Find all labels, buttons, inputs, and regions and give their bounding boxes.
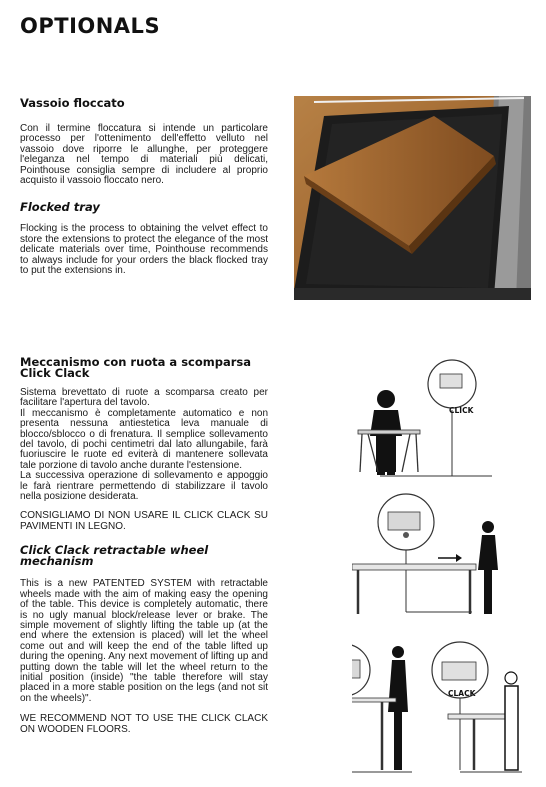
tray-heading-en: Flocked tray (20, 200, 100, 215)
tray-text-en: Flocking is the process to obtaining the velvet effect to store the extensions to protect the elegance of the most delicate materials over time, Pointhouse recommends to always include for your orders the black flocked tray to put the extensions in. (20, 223, 268, 277)
clickclack-text-it-1: Sistema brevettato di ruote a scomparsa creato per facilitare l'apertura del tavolo. (20, 387, 268, 409)
flocked-tray-photo (294, 96, 531, 300)
clickclack-heading-it: Meccanismo con ruota a scomparsa Click Clack (20, 355, 252, 380)
diagram-table-lowering (352, 642, 522, 772)
diagram-table-extending (352, 494, 498, 614)
click-label: CLICK (449, 406, 474, 415)
clickclack-text-it-3: La successiva operazione di sollevamento e appoggio le farà rientrare permettendo di stabilizzare il tavolo nella posizione desiderata. (20, 470, 268, 503)
clickclack-diagram (352, 352, 542, 784)
clickclack-warning-en: WE RECOMMEND NOT TO USE THE CLICK CLACK ON WOODEN FLOORS. (20, 713, 268, 735)
clickclack-warning-it: CONSIGLIAMO DI NON USARE IL CLICK CLACK SU PAVIMENTI IN LEGNO. (20, 510, 268, 532)
clickclack-text-en: This is a new PATENTED SYSTEM with retractable wheels made with the aim of making easy the opening of the table. This device is completely automatic, there is no ugly manual block/release lever or brake. The simple movement of slightly lifting the table up (at the end where the extension is placed) will let the wheel come out and will keep the end of the table lifted up during the opening. Any next movement of lifting up and putting down the table will let the wheel return to the initial position (inside) "the table therefore will stay placed in a more stable position on the legs (and not sit on the wheels)". (20, 578, 268, 704)
diagram-person-lifting (358, 390, 492, 476)
clickclack-heading-en: Click Clack retractable wheel mechanism (20, 543, 209, 569)
tray-text-section (20, 98, 268, 276)
tray-text-it: Con il termine floccatura si intende un particolare processo per l'ottenimento dell'effetto velluto nel vassoio dove riporre le allunghe, per proteggere l'eleganza nel tempo di materiali più delicati, Pointhouse consiglia sempre di includere al proprio acquisto il vassoio floccato nero. (20, 123, 268, 187)
page-title: OPTIONALS (20, 14, 161, 38)
tray-heading-it: Vassoio floccato (20, 96, 125, 110)
clack-label: CLACK (448, 689, 476, 698)
clickclack-text-section (20, 357, 270, 735)
clickclack-text-it-2: Il meccanismo è completamente automatico e non presenta nessuna antiestetica leva manuale di blocco/sblocco o di frenatura. Il semplice sollevamento del tavolo, di pochi centimetri dal lato allungabile, farà fuoriuscire le ruote ed eviterà di mantenere sollevata tale porzione di tavolo anche durante l'estensione. (20, 407, 268, 471)
